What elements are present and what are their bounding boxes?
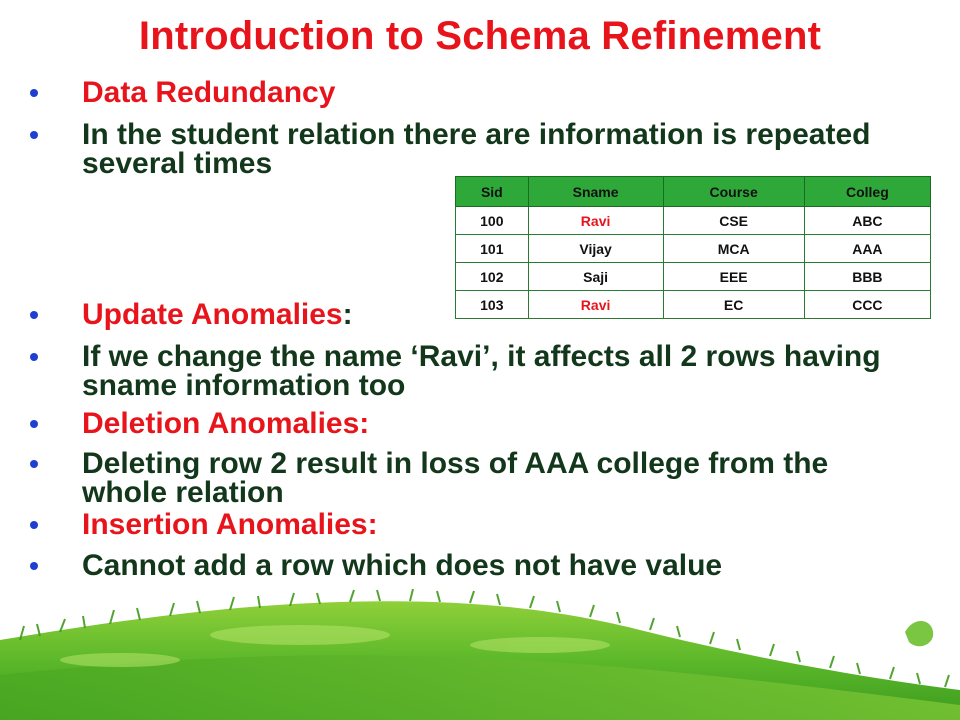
bullet-text: In the student relation there are information is repeated several times: [82, 118, 871, 180]
grass-decoration: [0, 580, 960, 720]
cell-sid: 101: [456, 235, 529, 263]
column-header-colleg: Colleg: [804, 177, 930, 207]
cell-course: CSE: [663, 207, 804, 235]
column-header-sname: Sname: [528, 177, 663, 207]
bullet-deletion-description: [30, 449, 910, 507]
column-header-sid: Sid: [456, 177, 529, 207]
cell-sid: 102: [456, 263, 529, 291]
cell-colleg: ABC: [804, 207, 930, 235]
table-header-row: [456, 177, 931, 207]
cell-sid: 100: [456, 207, 529, 235]
bullet-colon: :: [342, 298, 353, 331]
bullet-deletion-anomalies: [30, 409, 910, 438]
cell-sname: Ravi: [528, 207, 663, 235]
bullet-insertion-description: [30, 551, 910, 580]
cell-sid: 103: [456, 291, 529, 319]
bullet-insertion-anomalies: [30, 510, 910, 539]
table-row: [456, 207, 931, 235]
bullet-dot-icon: [30, 420, 38, 428]
bullet-dot-icon: [30, 521, 38, 529]
cell-sname: Ravi: [528, 291, 663, 319]
bullet-text: Deleting row 2 result in loss of AAA college from the whole relation: [82, 447, 829, 509]
cell-sname: Vijay: [528, 235, 663, 263]
bullet-dot-icon: [30, 562, 38, 570]
bullet-dot-icon: [30, 353, 38, 361]
cell-sname: Saji: [528, 263, 663, 291]
bullet-dot-icon: [30, 89, 38, 97]
bullet-text: If we change the name ‘Ravi’, it affects all 2 rows having sname information too: [82, 340, 881, 402]
table-row: [456, 291, 931, 319]
bullet-text: Data Redundancy: [82, 76, 336, 109]
bullet-dot-icon: [30, 131, 38, 139]
table-row: [456, 263, 931, 291]
cell-colleg: CCC: [804, 291, 930, 319]
bullet-text: Insertion Anomalies:: [82, 508, 378, 541]
slide-title: Introduction to Schema Refinement: [138, 14, 822, 58]
bullet-data-redundancy: [30, 78, 910, 107]
cell-colleg: BBB: [804, 263, 930, 291]
bullet-update-description: [30, 342, 910, 400]
bullet-text: Update Anomalies: [82, 298, 343, 331]
table-row: [456, 235, 931, 263]
bullet-text: Cannot add a row which does not have value: [82, 549, 723, 582]
bullet-text: Deletion Anomalies:: [82, 407, 370, 440]
cell-course: MCA: [663, 235, 804, 263]
cell-colleg: AAA: [804, 235, 930, 263]
cell-course: EC: [663, 291, 804, 319]
bullet-dot-icon: [30, 311, 38, 319]
column-header-course: Course: [663, 177, 804, 207]
student-relation-table: [455, 176, 931, 319]
bullet-redundancy-description: [30, 120, 910, 178]
cell-course: EEE: [663, 263, 804, 291]
bullet-dot-icon: [30, 460, 38, 468]
